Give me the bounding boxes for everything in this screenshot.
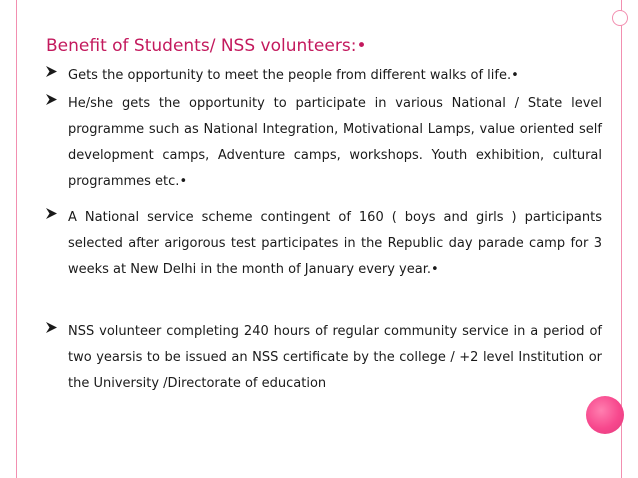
slide-title-text: Benefit of Students/ NSS volunteers: [46, 36, 357, 56]
arrowhead-bullet-icon [46, 208, 57, 219]
list-item [46, 63, 602, 89]
list-item [46, 91, 602, 195]
arrowhead-bullet-icon [46, 322, 57, 333]
arrowhead-bullet-icon [46, 66, 57, 77]
slide-title [46, 36, 366, 56]
list-item-marker: • [511, 68, 519, 83]
list-item-text: A National service scheme contingent of 160 ( boys and girls ) participants selected after arigorous test participates in the Republic day parade camp for 3 weeks at New Delhi in the month of January every year.• [68, 205, 602, 283]
list-item [46, 319, 602, 397]
list-item-text: Gets the opportunity to meet the people from different walks of life.• [68, 63, 602, 89]
frame-line-left [16, 0, 17, 478]
list-item-text: NSS volunteer completing 240 hours of regular community service in a period of two yearsis to be issued an NSS certificate by the college / +2 level Institution or the University /Directorate of education [68, 324, 602, 391]
decorative-circle-bottom [586, 396, 624, 434]
list-item-marker: • [431, 262, 439, 277]
list-item-text: He/she gets the opportunity to participate in various National / State level programme such as National Integration, Motivational Lamps, value oriented self development camps, Adventure camps, workshops. Youth exhibition, cultural programmes etc.• [68, 91, 602, 195]
arrowhead-bullet-icon [46, 94, 57, 105]
decorative-circle-top [612, 10, 628, 26]
list-item [46, 205, 602, 283]
list-item-marker: • [179, 174, 188, 189]
title-marker: • [356, 36, 367, 56]
